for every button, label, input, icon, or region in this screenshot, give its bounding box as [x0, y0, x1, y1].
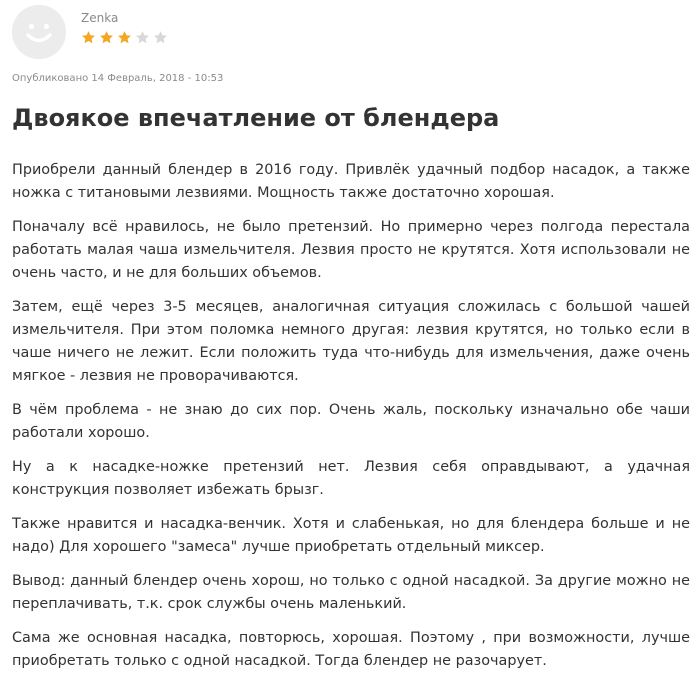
star-filled-icon — [117, 30, 132, 45]
star-filled-icon — [99, 30, 114, 45]
published-date: Опубликовано 14 Февраль, 2018 - 10:53 — [12, 73, 224, 84]
smiley-face-icon — [12, 5, 66, 59]
review-paragraph: В чём проблема - не знаю до сих пор. Очень жаль, поскольку изначально обе чаши работали хорошо. — [12, 402, 690, 441]
review-paragraph: Приобрели данный блендер в 2016 году. Привлёк удачный подбор насадок, а также ножка с титановыми лезвиями. Мощность также достаточно хорошая. — [12, 162, 690, 201]
review-paragraph: Сама же основная насадка, повторюсь, хорошая. Поэтому , при возможности, лучше приобретать только с одной насадкой. Тогда блендер не разочарует. — [12, 630, 690, 669]
star-filled-icon — [81, 30, 96, 45]
review-paragraph: Поначалу всё нравилось, не было претензий. Но примерно через полгода перестала работать малая чаша измельчителя. Лезвия просто не крутятся. Хотя использовали не очень часто, и не для больших объемов. — [12, 219, 690, 281]
avatar[interactable] — [12, 5, 66, 59]
star-empty-icon — [135, 30, 150, 45]
author-name[interactable]: Zenka — [81, 11, 119, 25]
review-paragraph: Также нравится и насадка-венчик. Хотя и слабенькая, но для блендера больше и не надо) Для хорошего "замеса" лучше приобретать отдельный миксер. — [12, 516, 690, 555]
review-paragraph: Ну а к насадке-ножке претензий нет. Лезвия себя оправдывают, а удачная конструкция позволяет избежать брызг. — [12, 459, 690, 498]
review-title: Двоякое впечатление от блендера — [12, 104, 500, 132]
review-body — [12, 159, 690, 684]
rating-stars — [81, 30, 168, 46]
review-paragraph: Вывод: данный блендер очень хорош, но только с одной насадкой. За другие можно не переплачивать, т.к. срок службы очень маленький. — [12, 573, 690, 612]
star-empty-icon — [153, 30, 168, 45]
review-paragraph: Затем, ещё через 3-5 месяцев, аналогичная ситуация сложилась с большой чашей измельчителя. При этом поломка немного другая: лезвия крутятся, но только если в чаше ничего не лежит. Если положить туда что-нибудь для измельчения, даже очень мягкое - лезвия не проворачиваются. — [12, 299, 690, 384]
